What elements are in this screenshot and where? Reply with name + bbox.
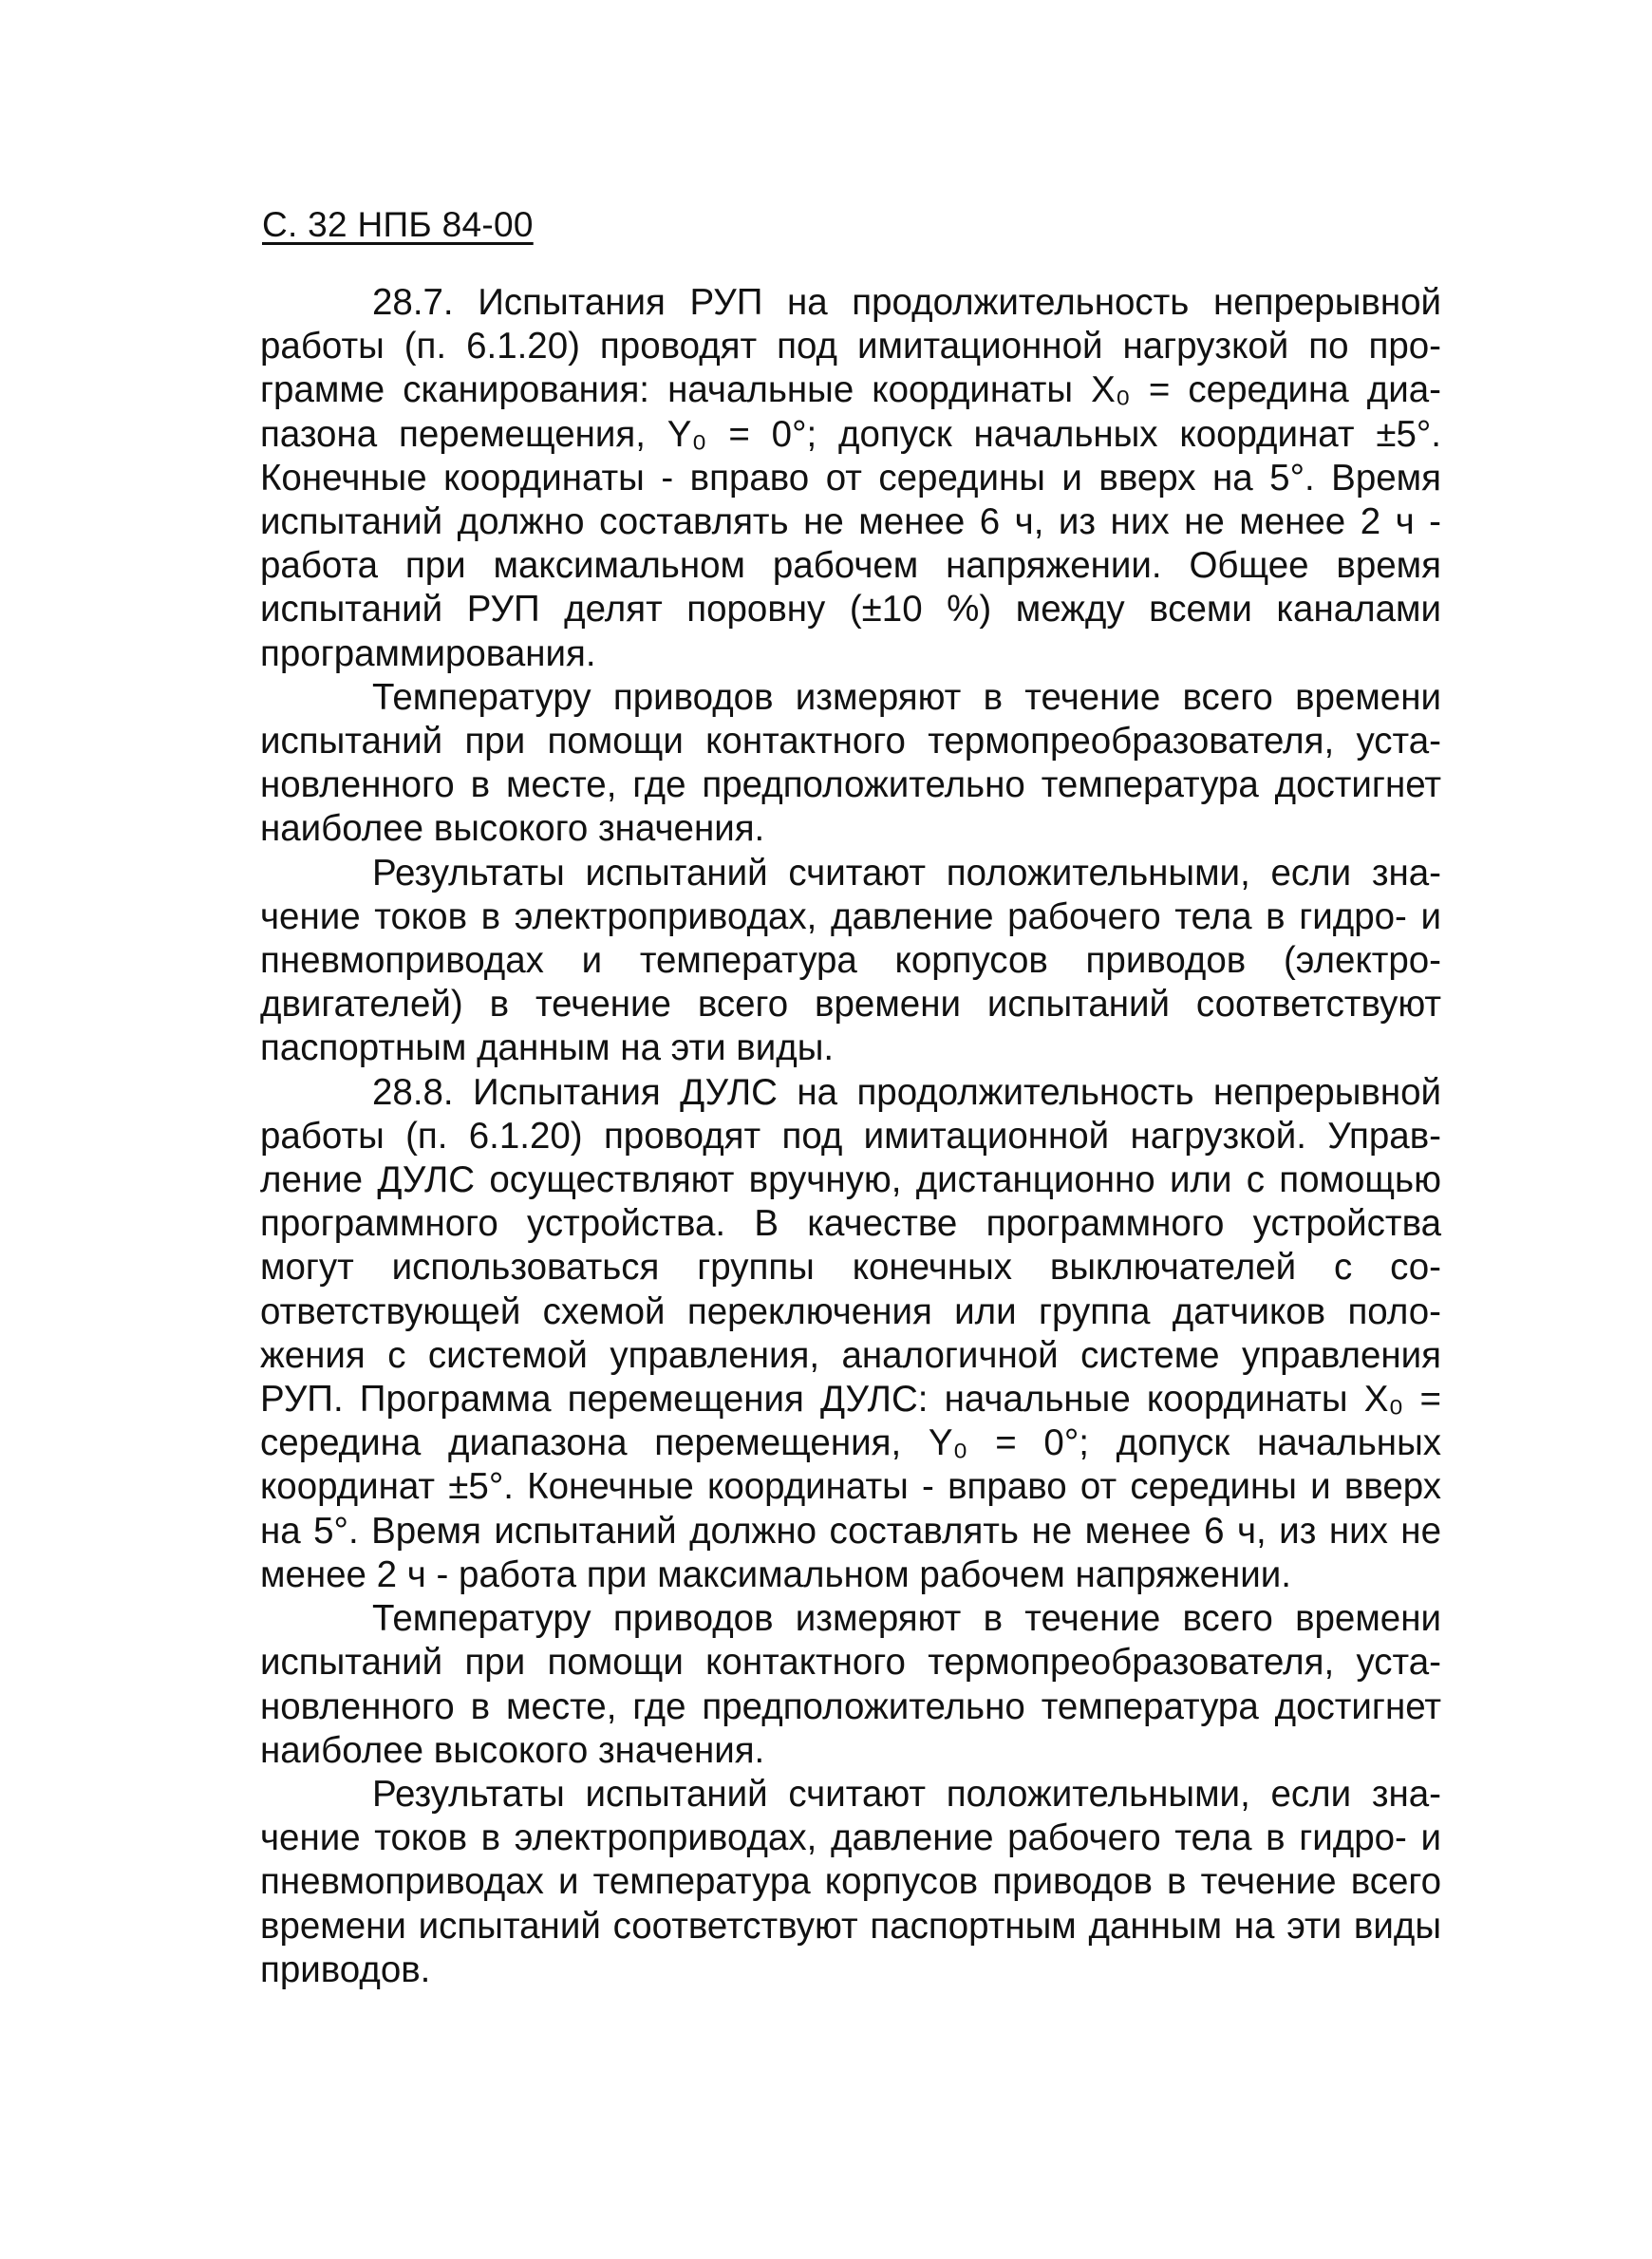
page-header: С. 32 НПБ 84-00 <box>262 205 534 244</box>
paragraph-temperature-rup: Температуру приводов измеряют в течение всего времени испытаний при помощи контактного термопреобразователя, установленного в месте, где предположительно температура достигнет наиболее высокого значения. <box>260 676 1441 850</box>
paragraph-results-rup: Результаты испытаний считают положительными, если значение токов в электроприводах, давление рабочего тела в гидро- и пневмоприводах и температура корпусов приводов (электродвигателей) в течение всего времени испытаний соответствуют паспортным данным на эти виды. <box>260 852 1441 1069</box>
document-body <box>260 281 1441 1992</box>
paragraph-results-duls: Результаты испытаний считают положительными, если значение токов в электроприводах, давление рабочего тела в гидро- и пневмоприводах и температура корпусов приводов в течение всего времени испытаний соответствуют паспортным данным на эти виды приводов. <box>260 1773 1441 1990</box>
paragraph-temperature-duls: Температуру приводов измеряют в течение всего времени испытаний при помощи контактного термопреобразователя, установленного в месте, где предположительно температура достигнет наиболее высокого значения. <box>260 1598 1441 1771</box>
paragraph-28-7: 28.7. Испытания РУП на продолжительность непрерывной работы (п. 6.1.20) проводят под имитационной нагрузкой по программе сканирования: начальные координаты X₀ = середина диапазона перемещения, Y₀ = 0°; допуск начальных координат ±5°. Конечные координаты - вправо от середины и вверх на 5°. Время испытаний должно составлять не менее 6 ч, из них не менее 2 ч - работа при максимальном рабочем напряжении. Общее время испытаний РУП делят поровну (±10 %) между всеми каналами программирования. <box>260 282 1441 674</box>
paragraph-28-8: 28.8. Испытания ДУЛС на продолжительность непрерывной работы (п. 6.1.20) проводят под имитационной нагрузкой. Управление ДУЛС осуществляют вручную, дистанционно или с помощью программного устройства. В качестве программного устройства могут использоваться группы конечных выключателей с соответствующей схемой переключения или группа датчиков положения с системой управления, аналогичной системе управления РУП. Программа перемещения ДУЛС: начальные координаты X₀ = середина диапазона перемещения, Y₀ = 0°; допуск начальных координат ±5°. Конечные координаты - вправо от середины и вверх на 5°. Время испытаний должно составлять не менее 6 ч, из них не менее 2 ч - работа при максимальном рабочем напряжении. <box>260 1071 1441 1595</box>
